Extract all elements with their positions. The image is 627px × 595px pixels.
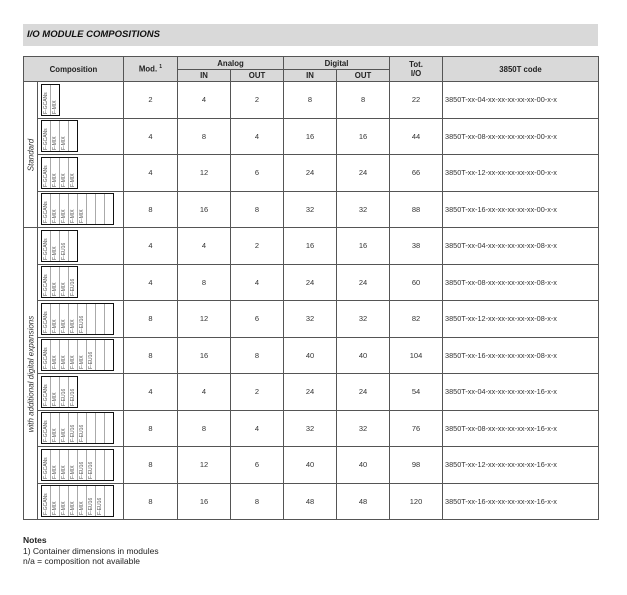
module-slot-label: F-EU16 (70, 279, 76, 297)
composition-cell (38, 264, 124, 301)
module-slot (51, 267, 60, 297)
analog-in-cell: 4 (178, 82, 231, 119)
header-mod (124, 57, 178, 82)
digital-out-cell: 40 (337, 447, 390, 484)
module-slot (78, 486, 87, 516)
analog-out-cell: 8 (231, 337, 284, 374)
module-slot (51, 194, 60, 224)
module-slot (51, 450, 60, 480)
empty-slot (96, 194, 105, 224)
module-slot-label: F-EU16 (61, 242, 67, 260)
analog-in-cell: 16 (178, 337, 231, 374)
module-slot-label: F-MIX (70, 173, 76, 187)
module-slot (69, 304, 78, 334)
module-slot-label: F-MIX (61, 209, 67, 224)
module-slot (87, 450, 96, 480)
total-io-cell: 88 (390, 191, 443, 228)
mod-cell: 8 (124, 191, 178, 228)
module-slot (60, 340, 69, 370)
header-tot-line1: Tot. (409, 60, 423, 69)
composition-cell (38, 155, 124, 192)
analog-out-cell: 8 (231, 191, 284, 228)
analog-in-cell: 12 (178, 301, 231, 338)
module-slot (42, 194, 51, 224)
code-cell: 3850T-xx-16-xx-xx-xx-xx-xx-00-x-x (443, 191, 599, 228)
table-row (24, 410, 599, 447)
total-io-cell: 54 (390, 374, 443, 411)
module-slot (42, 413, 51, 443)
module-slot (60, 158, 69, 188)
composition-cell (38, 410, 124, 447)
analog-out-cell: 6 (231, 301, 284, 338)
code-cell: 3850T-xx-16-xx-xx-xx-xx-xx-08-x-x (443, 337, 599, 374)
module-slot (51, 340, 60, 370)
digital-out-cell: 16 (337, 228, 390, 265)
total-io-cell: 44 (390, 118, 443, 155)
table-row (24, 264, 599, 301)
total-io-cell: 66 (390, 155, 443, 192)
section-title-bar (23, 24, 598, 46)
empty-slot (105, 194, 113, 224)
module-rack-diagram (41, 84, 60, 116)
header-tot-io (390, 57, 443, 82)
module-slot-label: F-GCANs (43, 128, 49, 151)
composition-cell (38, 301, 124, 338)
header-analog-in: IN (178, 70, 231, 82)
module-slot-label: F-MIX (61, 465, 67, 479)
module-slot-label: F-MIX (52, 428, 58, 443)
table-row (24, 337, 599, 374)
code-cell: 3850T-xx-12-xx-xx-xx-xx-xx-16-x-x (443, 447, 599, 484)
module-slot-label: F-MIX (52, 173, 58, 187)
digital-in-cell: 16 (284, 228, 337, 265)
module-slot-label: F-GCANs (43, 238, 49, 260)
analog-out-cell: 2 (231, 82, 284, 119)
module-slot-label: F-EU16 (79, 315, 85, 333)
module-slot-label: F-GCANs (43, 274, 49, 297)
digital-in-cell: 24 (284, 264, 337, 301)
analog-out-cell: 2 (231, 374, 284, 411)
module-slot (69, 340, 78, 370)
module-slot (42, 450, 51, 480)
module-slot (96, 486, 105, 516)
module-rack-diagram (41, 412, 114, 444)
composition-cell (38, 374, 124, 411)
mod-cell: 4 (124, 228, 178, 265)
module-slot-label: F-MIX (79, 355, 85, 370)
digital-in-cell: 16 (284, 118, 337, 155)
header-mod-footnote: 1 (159, 64, 163, 71)
table-row (24, 155, 599, 192)
mod-cell: 4 (124, 374, 178, 411)
module-slot (51, 413, 60, 443)
module-slot-label: F-MIX (52, 319, 58, 333)
module-slot (69, 377, 77, 407)
module-slot-label: F-MIX (61, 319, 67, 333)
module-slot (78, 340, 87, 370)
module-slot (69, 158, 77, 188)
module-slot-label: F-MIX (52, 100, 58, 114)
mod-cell: 4 (124, 155, 178, 192)
digital-out-cell: 40 (337, 337, 390, 374)
module-slot-label: F-MIX (61, 282, 67, 297)
analog-in-cell: 12 (178, 447, 231, 484)
module-slot (60, 121, 69, 151)
module-slot (51, 121, 60, 151)
module-rack-diagram (41, 303, 114, 335)
module-slot-label: F-EU16 (97, 498, 103, 516)
header-digital-in: IN (284, 70, 337, 82)
group-label-cell (24, 82, 38, 228)
analog-out-cell: 6 (231, 447, 284, 484)
module-slot-label: F-MIX (61, 355, 67, 370)
group-label: Standard (26, 138, 35, 171)
empty-slot (96, 413, 105, 443)
digital-out-cell: 24 (337, 374, 390, 411)
total-io-cell: 104 (390, 337, 443, 374)
total-io-cell: 38 (390, 228, 443, 265)
analog-in-cell: 8 (178, 410, 231, 447)
notes (23, 535, 159, 567)
total-io-cell: 22 (390, 82, 443, 119)
total-io-cell: 82 (390, 301, 443, 338)
module-slot-label: F-MIX (61, 173, 67, 187)
module-slot-label: F-GCANs (43, 420, 49, 443)
module-slot-label: F-MIX (52, 246, 58, 260)
analog-out-cell: 2 (231, 228, 284, 265)
digital-out-cell: 8 (337, 82, 390, 119)
empty-slot (105, 486, 113, 516)
module-rack-diagram (41, 376, 78, 408)
module-slot-label: F-EU16 (79, 461, 85, 479)
table-row (24, 118, 599, 155)
module-slot-label: F-EU16 (88, 498, 94, 516)
mod-cell: 8 (124, 410, 178, 447)
group-label-cell (24, 228, 38, 520)
module-slot-label: F-GCANs (43, 311, 49, 333)
module-slot-label: F-MIX (79, 501, 85, 516)
mod-cell: 8 (124, 483, 178, 520)
module-slot-label: F-MIX (52, 136, 58, 151)
header-digital: Digital (284, 57, 390, 70)
module-slot (42, 267, 51, 297)
analog-in-cell: 8 (178, 264, 231, 301)
total-io-cell: 98 (390, 447, 443, 484)
mod-cell: 8 (124, 337, 178, 374)
module-slot (78, 304, 87, 334)
composition-cell (38, 118, 124, 155)
analog-out-cell: 8 (231, 483, 284, 520)
module-slot-label: F-MIX (52, 465, 58, 479)
header-mod-label: Mod. (138, 64, 158, 74)
empty-slot (69, 231, 77, 261)
empty-slot (105, 413, 113, 443)
digital-in-cell: 24 (284, 155, 337, 192)
module-slot (42, 121, 51, 151)
digital-in-cell: 48 (284, 483, 337, 520)
empty-slot (96, 304, 105, 334)
module-rack-diagram (41, 449, 114, 481)
module-rack-diagram (41, 157, 78, 189)
module-slot (51, 85, 59, 115)
code-cell: 3850T-xx-08-xx-xx-xx-xx-xx-16-x-x (443, 410, 599, 447)
code-cell: 3850T-xx-04-xx-xx-xx-xx-xx-08-x-x (443, 228, 599, 265)
module-slot-label: F-MIX (61, 136, 67, 151)
group-label: with additional digital expansions (26, 315, 35, 432)
module-slot-label: F-GCANs (43, 92, 49, 114)
code-cell: 3850T-xx-04-xx-xx-xx-xx-xx-00-x-x (443, 82, 599, 119)
io-module-table (23, 56, 599, 520)
module-slot (51, 304, 60, 334)
table-row (24, 82, 599, 119)
composition-cell (38, 191, 124, 228)
module-slot-label: F-GCANs (43, 347, 49, 370)
module-slot (60, 304, 69, 334)
table-row (24, 191, 599, 228)
module-slot (42, 231, 51, 261)
digital-out-cell: 24 (337, 155, 390, 192)
composition-cell (38, 483, 124, 520)
module-slot (78, 413, 87, 443)
digital-out-cell: 32 (337, 301, 390, 338)
digital-out-cell: 32 (337, 410, 390, 447)
module-slot-label: F-MIX (70, 209, 76, 224)
module-slot (69, 413, 78, 443)
analog-in-cell: 12 (178, 155, 231, 192)
mod-cell: 8 (124, 301, 178, 338)
empty-slot (96, 340, 105, 370)
module-slot (60, 194, 69, 224)
module-slot-label: F-MIX (61, 501, 67, 516)
module-slot (42, 158, 51, 188)
module-slot-label: F-EU16 (70, 425, 76, 443)
module-slot-label: F-MIX (70, 319, 76, 333)
empty-slot (105, 304, 113, 334)
module-slot-label: F-MIX (52, 282, 58, 297)
header-composition: Composition (24, 57, 124, 82)
mod-cell: 2 (124, 82, 178, 119)
module-slot-label: F-MIX (70, 501, 76, 516)
module-slot-label: F-GCANs (43, 493, 49, 516)
analog-in-cell: 16 (178, 483, 231, 520)
module-slot (42, 377, 51, 407)
digital-in-cell: 32 (284, 301, 337, 338)
analog-in-cell: 4 (178, 228, 231, 265)
code-cell: 3850T-xx-12-xx-xx-xx-xx-xx-08-x-x (443, 301, 599, 338)
module-slot (51, 377, 60, 407)
table-row (24, 228, 599, 265)
digital-out-cell: 32 (337, 191, 390, 228)
module-slot (60, 231, 69, 261)
module-slot (69, 194, 78, 224)
digital-in-cell: 40 (284, 337, 337, 374)
composition-cell (38, 337, 124, 374)
analog-out-cell: 4 (231, 264, 284, 301)
total-io-cell: 60 (390, 264, 443, 301)
code-cell: 3850T-xx-12-xx-xx-xx-xx-xx-00-x-x (443, 155, 599, 192)
total-io-cell: 120 (390, 483, 443, 520)
module-slot (78, 450, 87, 480)
analog-out-cell: 4 (231, 410, 284, 447)
module-slot (60, 267, 69, 297)
module-slot-label: F-MIX (52, 209, 58, 224)
module-slot-label: F-GCANs (43, 201, 49, 224)
digital-out-cell: 48 (337, 483, 390, 520)
module-slot-label: F-MIX (61, 428, 67, 443)
module-slot (69, 267, 77, 297)
header-analog: Analog (178, 57, 284, 70)
header-code: 3850T code (443, 57, 599, 82)
module-slot (87, 486, 96, 516)
digital-in-cell: 32 (284, 410, 337, 447)
mod-cell: 8 (124, 447, 178, 484)
notes-title: Notes (23, 535, 47, 545)
empty-slot (87, 413, 96, 443)
table-row (24, 374, 599, 411)
module-slot (51, 231, 60, 261)
empty-slot (69, 121, 77, 151)
mod-cell: 4 (124, 264, 178, 301)
table-row (24, 301, 599, 338)
analog-out-cell: 4 (231, 118, 284, 155)
table-row (24, 483, 599, 520)
module-slot-label: F-EU16 (61, 388, 67, 406)
notes-line-1: 1) Container dimensions in modules (23, 545, 159, 556)
module-slot (60, 413, 69, 443)
module-slot (78, 194, 87, 224)
module-slot (42, 304, 51, 334)
module-slot-label: F-MIX (52, 501, 58, 516)
module-slot-label: F-GCANs (43, 165, 49, 187)
digital-in-cell: 24 (284, 374, 337, 411)
module-rack-diagram (41, 120, 78, 152)
digital-in-cell: 32 (284, 191, 337, 228)
table-row (24, 447, 599, 484)
code-cell: 3850T-xx-16-xx-xx-xx-xx-xx-16-x-x (443, 483, 599, 520)
module-rack-diagram (41, 485, 114, 517)
digital-in-cell: 8 (284, 82, 337, 119)
header-analog-out: OUT (231, 70, 284, 82)
module-slot-label: F-MIX (70, 465, 76, 479)
module-slot (42, 85, 51, 115)
analog-in-cell: 4 (178, 374, 231, 411)
module-slot (69, 486, 78, 516)
module-slot-label: F-GCANs (43, 384, 49, 406)
module-slot-label: F-EU16 (70, 388, 76, 406)
module-slot (51, 158, 60, 188)
module-slot-label: F-MIX (52, 355, 58, 370)
analog-in-cell: 16 (178, 191, 231, 228)
total-io-cell: 76 (390, 410, 443, 447)
module-slot (60, 377, 69, 407)
digital-in-cell: 40 (284, 447, 337, 484)
code-cell: 3850T-xx-08-xx-xx-xx-xx-xx-08-x-x (443, 264, 599, 301)
analog-in-cell: 8 (178, 118, 231, 155)
analog-out-cell: 6 (231, 155, 284, 192)
code-cell: 3850T-xx-08-xx-xx-xx-xx-xx-00-x-x (443, 118, 599, 155)
header-tot-line2: I/O (410, 69, 422, 78)
composition-cell (38, 82, 124, 119)
module-slot (60, 450, 69, 480)
module-slot-label: F-EU16 (88, 461, 94, 479)
module-rack-diagram (41, 339, 114, 371)
code-cell: 3850T-xx-04-xx-xx-xx-xx-xx-16-x-x (443, 374, 599, 411)
empty-slot (105, 450, 113, 480)
empty-slot (96, 450, 105, 480)
composition-cell (38, 447, 124, 484)
module-slot-label: F-EU16 (88, 352, 94, 370)
module-rack-diagram (41, 230, 78, 262)
section-title: I/O MODULE COMPOSITIONS (27, 29, 161, 40)
module-slot-label: F-GCANs (43, 457, 49, 479)
module-rack-diagram (41, 266, 78, 298)
digital-out-cell: 24 (337, 264, 390, 301)
module-slot (42, 340, 51, 370)
module-slot (87, 340, 96, 370)
mod-cell: 4 (124, 118, 178, 155)
module-slot (60, 486, 69, 516)
module-slot-label: F-MIX (79, 209, 85, 224)
module-slot (69, 450, 78, 480)
empty-slot (105, 340, 113, 370)
notes-line-2: n/a = composition not available (23, 556, 140, 566)
digital-out-cell: 16 (337, 118, 390, 155)
module-slot (51, 486, 60, 516)
module-rack-diagram (41, 193, 114, 225)
module-slot-label: F-MIX (52, 392, 58, 406)
module-slot-label: F-MIX (70, 355, 76, 370)
module-slot (42, 486, 51, 516)
header-digital-out: OUT (337, 70, 390, 82)
empty-slot (87, 194, 96, 224)
composition-cell (38, 228, 124, 265)
empty-slot (87, 304, 96, 334)
module-slot-label: F-EU16 (79, 425, 85, 443)
